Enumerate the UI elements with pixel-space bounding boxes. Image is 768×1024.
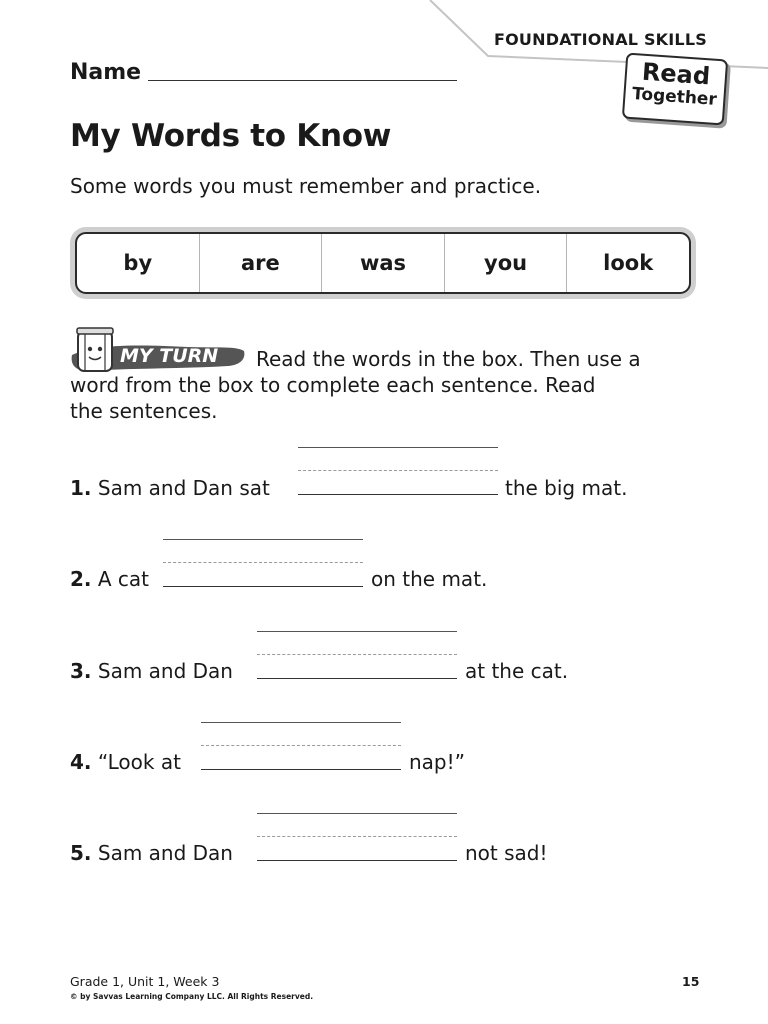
word-box-inner bbox=[75, 232, 691, 294]
writing-line-mid bbox=[298, 470, 498, 471]
writing-line-mid bbox=[257, 836, 457, 837]
answer-blank-1[interactable] bbox=[298, 494, 498, 495]
question-number: 2. bbox=[70, 567, 92, 591]
instruction-line: Read the words in the box. Then use a bbox=[256, 347, 641, 371]
question-number: 5. bbox=[70, 841, 92, 865]
writing-line-mid bbox=[201, 745, 401, 746]
word-cell: you bbox=[445, 234, 568, 292]
question-text: A cat bbox=[97, 567, 150, 591]
answer-blank-3[interactable] bbox=[257, 678, 457, 679]
question-text-after: at the cat. bbox=[465, 659, 569, 683]
word-box bbox=[70, 227, 696, 299]
question-5 bbox=[70, 841, 233, 865]
page-title: My Words to Know bbox=[70, 118, 392, 154]
my-turn-label: MY TURN bbox=[120, 345, 219, 367]
writing-line-top bbox=[257, 813, 457, 814]
question-number: 4. bbox=[70, 750, 92, 774]
badge-line2: Together bbox=[631, 84, 718, 110]
writing-line-top bbox=[201, 722, 401, 723]
badge-line1: Read bbox=[641, 57, 712, 91]
question-text: Sam and Dan bbox=[97, 841, 233, 865]
question-3 bbox=[70, 659, 233, 683]
word-cell: are bbox=[200, 234, 323, 292]
word-cell: was bbox=[322, 234, 445, 292]
name-input-line[interactable] bbox=[148, 80, 457, 81]
question-text-after: not sad! bbox=[465, 841, 548, 865]
my-turn-banner bbox=[68, 327, 248, 377]
question-text-after: nap!” bbox=[409, 750, 466, 774]
question-text: Sam and Dan sat bbox=[97, 476, 270, 500]
writing-line-top bbox=[298, 447, 498, 448]
read-together-badge bbox=[622, 53, 728, 126]
pencil-character-icon bbox=[77, 328, 113, 371]
footer-copyright: © by Savvas Learning Company LLC. All Rights Reserved. bbox=[70, 992, 314, 1001]
question-text: Sam and Dan bbox=[97, 659, 233, 683]
question-number: 3. bbox=[70, 659, 92, 683]
instruction-line: word from the box to complete each sentence. Read bbox=[70, 373, 596, 397]
page-number: 15 bbox=[682, 974, 700, 989]
word-cell: by bbox=[77, 234, 200, 292]
writing-line-top bbox=[163, 539, 363, 540]
answer-blank-2[interactable] bbox=[163, 586, 363, 587]
question-text: “Look at bbox=[97, 750, 181, 774]
writing-line-top bbox=[257, 631, 457, 632]
question-text-after: the big mat. bbox=[505, 476, 628, 500]
question-text-after: on the mat. bbox=[371, 567, 488, 591]
word-cell: look bbox=[603, 251, 654, 275]
section-label: FOUNDATIONAL SKILLS bbox=[494, 30, 707, 49]
footer-grade-unit: Grade 1, Unit 1, Week 3 bbox=[70, 974, 220, 989]
question-number: 1. bbox=[70, 476, 92, 500]
writing-line-mid bbox=[163, 562, 363, 563]
page-subtitle: Some words you must remember and practice. bbox=[70, 174, 542, 198]
writing-line-mid bbox=[257, 654, 457, 655]
answer-blank-4[interactable] bbox=[201, 769, 401, 770]
instruction-line: the sentences. bbox=[70, 399, 218, 423]
question-2 bbox=[70, 567, 149, 591]
question-1 bbox=[70, 476, 270, 500]
question-4 bbox=[70, 750, 181, 774]
name-label: Name bbox=[70, 60, 142, 85]
answer-blank-5[interactable] bbox=[257, 860, 457, 861]
